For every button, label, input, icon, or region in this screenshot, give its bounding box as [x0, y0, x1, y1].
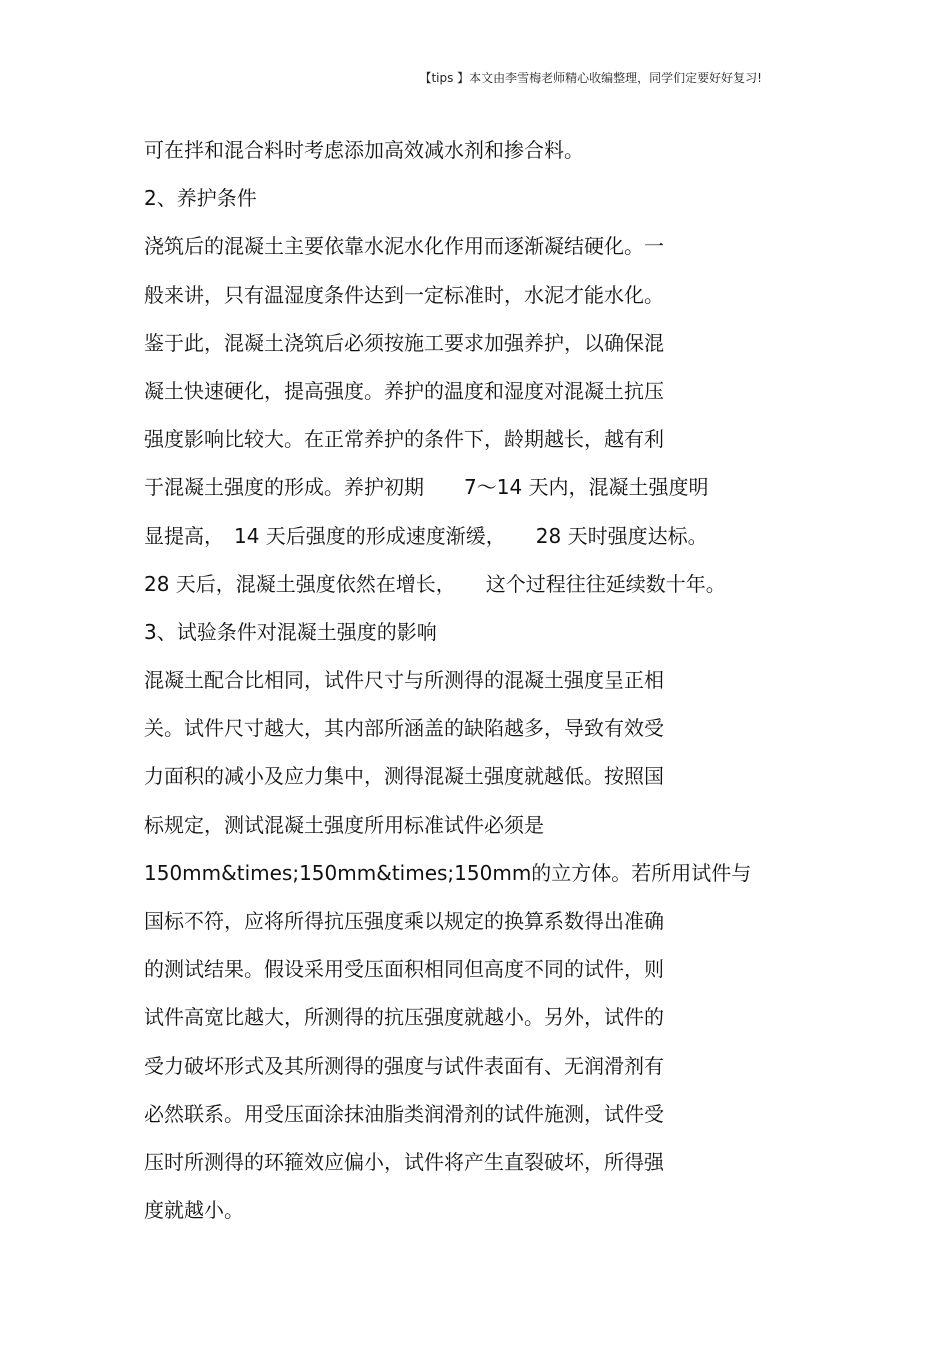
text-line: 强度影响比较大。在正常养护的条件下，龄期越长，越有利	[144, 427, 664, 452]
text-line: 压时所测得的环箍效应偏小，试件将产生直裂破坏，所得强	[144, 1149, 664, 1174]
text-line: 28 天后，混凝土强度依然在增长， 这个过程往往延续数十年。	[144, 571, 726, 596]
text-line: 浇筑后的混凝土主要依靠水泥水化作用而逐渐凝结硬化。一	[144, 234, 664, 259]
text-line: 试件高宽比越大，所测得的抗压强度就越小。另外，试件的	[144, 1005, 664, 1030]
text-line: 般来讲，只有温湿度条件达到一定标准时，水泥才能水化。	[144, 282, 664, 307]
text-line: 标规定，测试混凝土强度所用标准试件必须是	[144, 812, 544, 837]
text-line: 凝土快速硬化，提高强度。养护的温度和湿度对混凝土抗压	[144, 378, 664, 403]
text-line: 关。试件尺寸越大，其内部所涵盖的缺陷越多，导致有效受	[144, 716, 664, 741]
text-line: 必然联系。用受压面涂抹油脂类润滑剂的试件施测，试件受	[144, 1101, 664, 1126]
text-line: 混凝土配合比相同，试件尺寸与所测得的混凝土强度呈正相	[144, 668, 664, 693]
text-line: 可在拌和混合料时考虑添加高效减水剂和掺合料。	[144, 138, 584, 162]
section-heading-test-conditions: 3、试验条件对混凝土强度的影响	[144, 619, 437, 644]
document-body	[144, 126, 844, 1234]
text-line: 国标不符，应将所得抗压强度乘以规定的换算系数得出准确	[144, 909, 664, 933]
text-line: 鉴于此，混凝土浇筑后必须按施工要求加强养护，以确保混	[144, 330, 664, 355]
text-line: 于混凝土强度的形成。养护初期 7～14 天内，混凝土强度明	[144, 475, 709, 500]
text-line: 150mm&times;150mm&times;150mm的立方体。若所用试件与	[144, 860, 752, 885]
text-line: 显提高， 14 天后强度的形成速度渐缓， 28 天时强度达标。	[144, 523, 708, 548]
text-line: 度就越小。	[144, 1198, 244, 1223]
header-tips-note: 【tips 】本文由李雪梅老师精心收编整理，同学们定要好好复习!	[419, 71, 762, 85]
section-heading-curing: 2、养护条件	[144, 186, 257, 211]
text-line: 的测试结果。假设采用受压面积相同但高度不同的试件，则	[144, 957, 664, 982]
text-line: 受力破坏形式及其所测得的强度与试件表面有、无润滑剂有	[144, 1053, 664, 1078]
text-line: 力面积的减小及应力集中，测得混凝土强度就越低。按照国	[144, 764, 664, 789]
